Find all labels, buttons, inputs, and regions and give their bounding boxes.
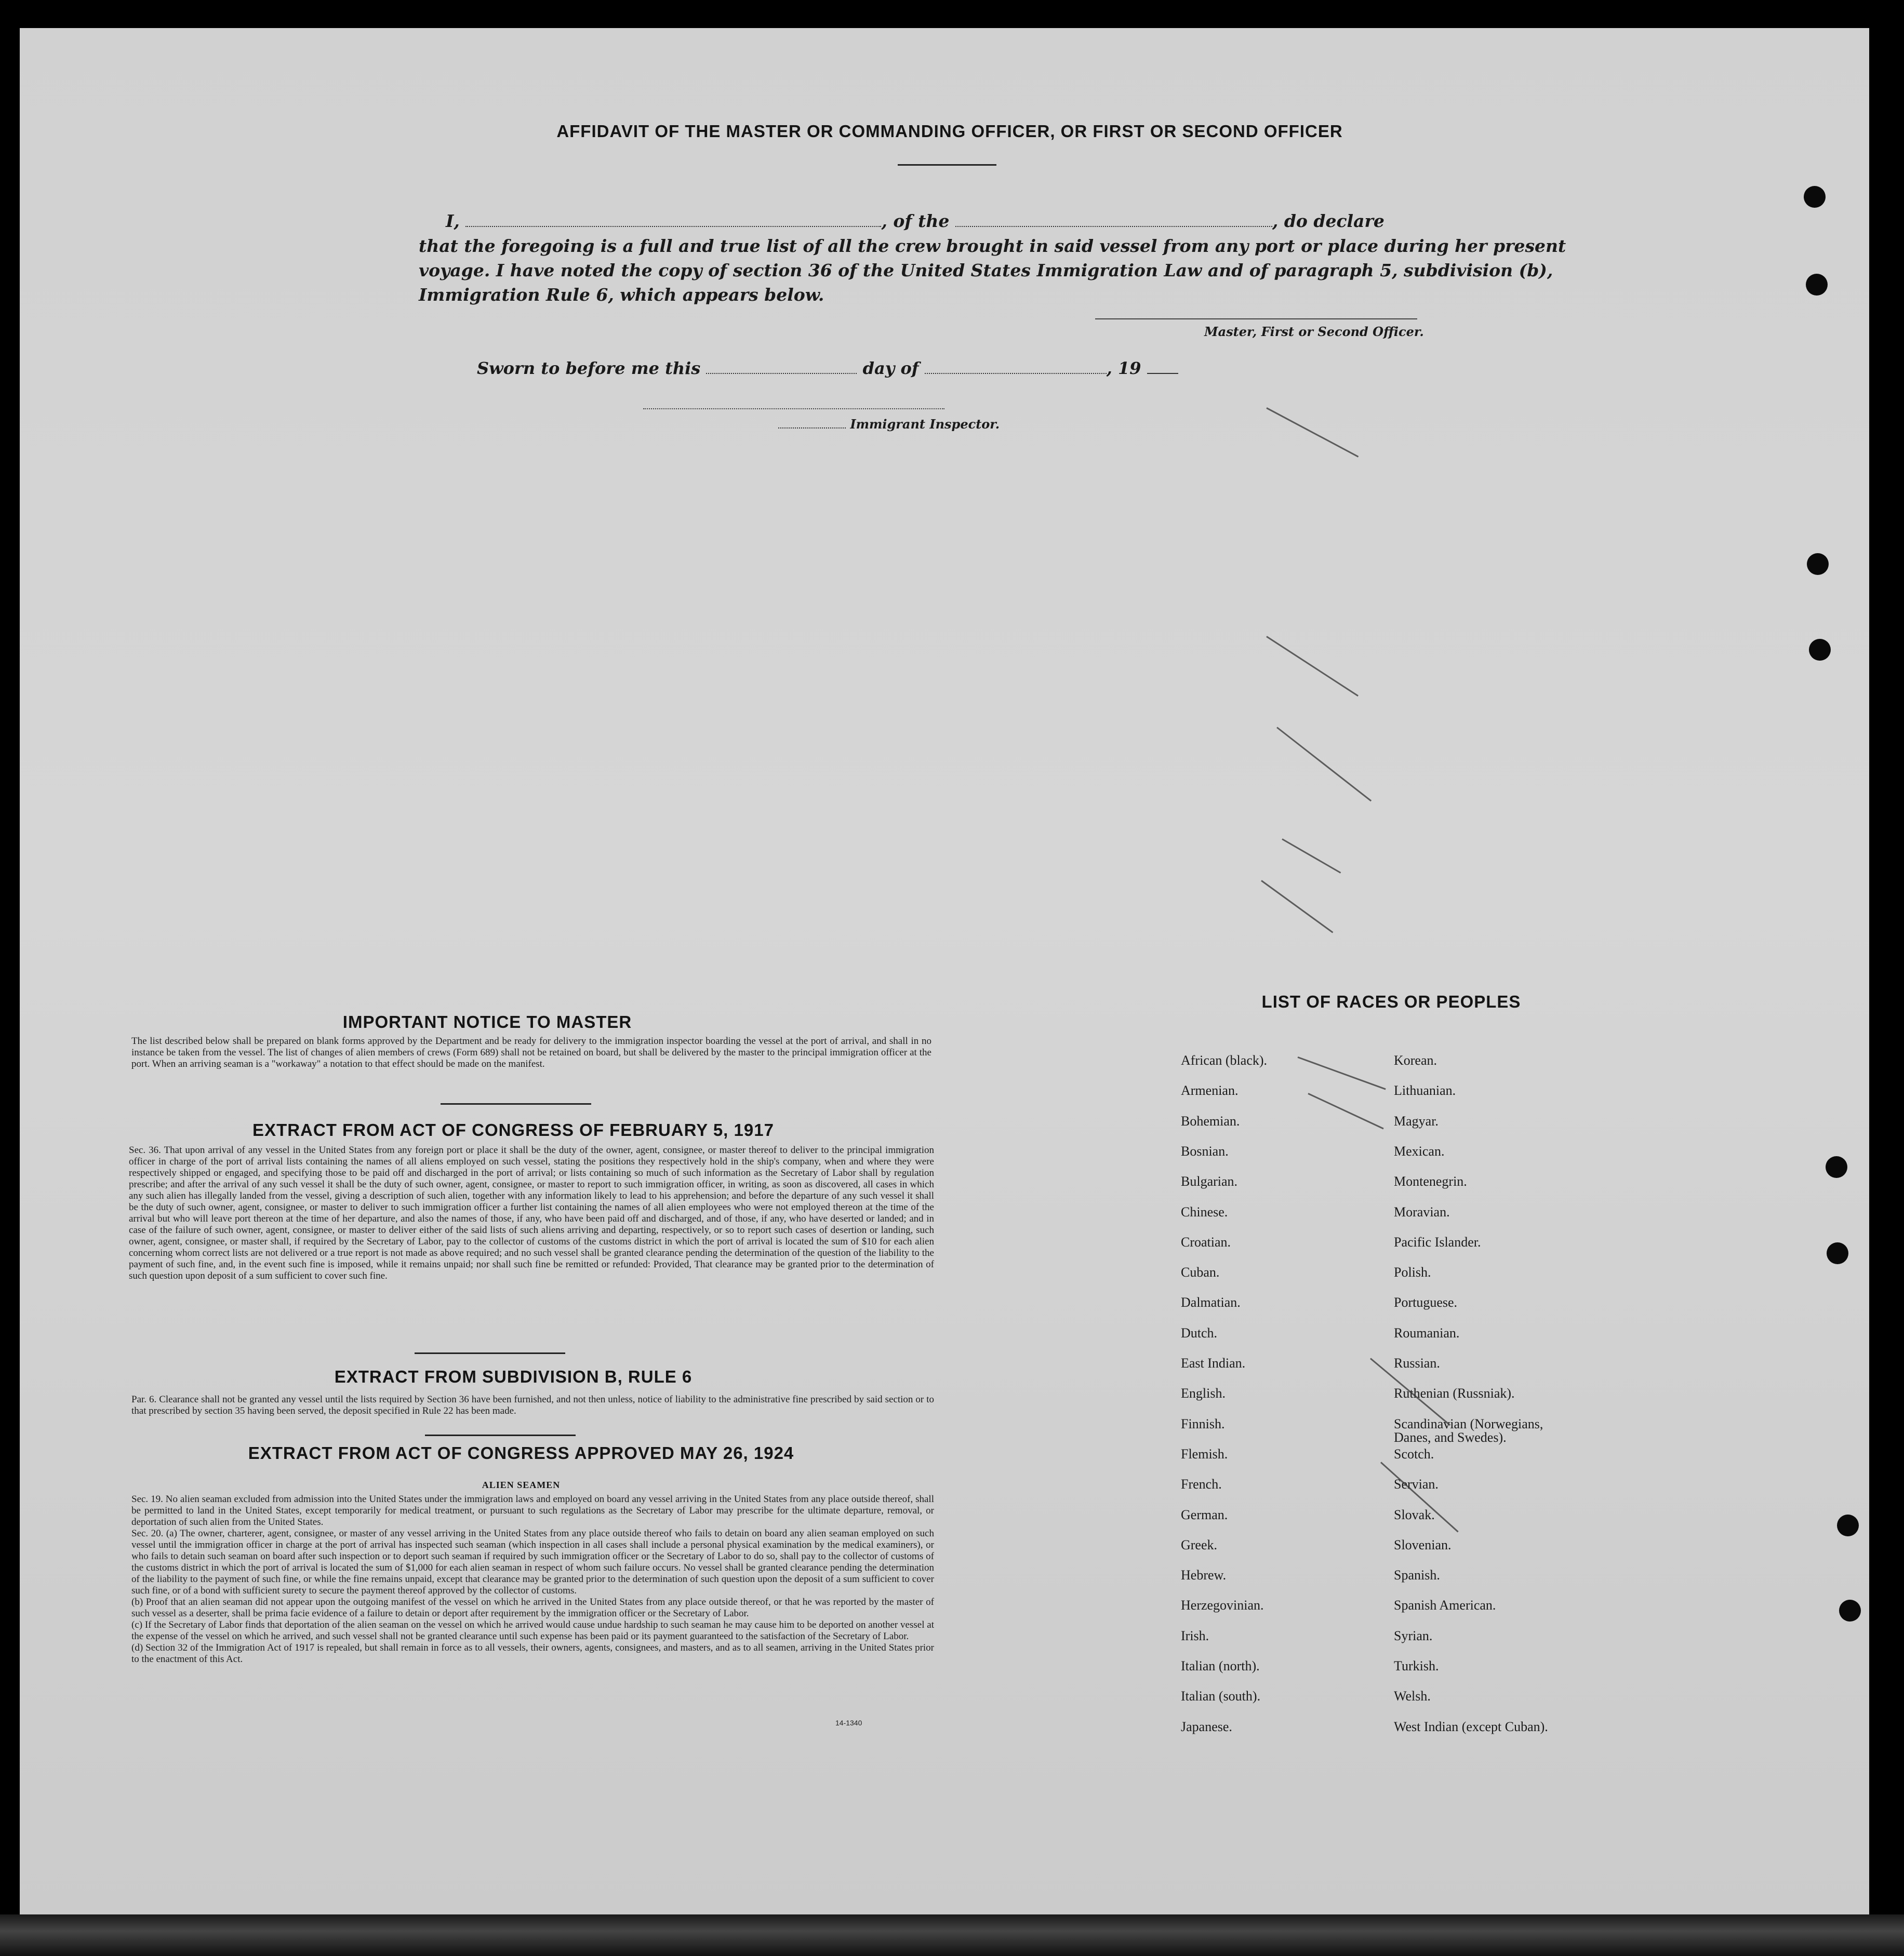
race-item: Dalmatian. xyxy=(1181,1295,1241,1310)
sworn-line xyxy=(477,358,1178,378)
extract-1917-body: Sec. 36. That upon arrival of any vessel in the United States from any foreign port or place it shall be the duty of the owner, agent, consignee, or master thereof to deliver to the principal immigration officer in charge of the port of arrival lists containing the names of all aliens employed on such vessel, stating the positions they respectively hold in the ship's company, when and where they were respectively shipped or engaged, and specifying those to be paid off and discharged in the port of arrival; or lists containing so much of such information as the Secretary of Labor shall by regulation prescribe; and after the arrival of any such vessel it shall be the duty of such owner, agent, consignee, or master to report to such immigration officer, in writing, as soon as discovered, all cases in which any such alien has illegally landed from the vessel, giving a description of such alien, together with any information likely to lead to his apprehension; and before the departure of any such vessel it shall be the duty of such owner, agent, consignee, or master to deliver to such immigration officer a further list containing the names of all alien employees who were not employed thereon at the time of the arrival but who will leave port thereon at the time of her departure, and also the names of those, if any, who have been paid off and discharged, and of those, if any, who have deserted or landed; and in case of the failure of such owner, agent, consignee, or master to deliver either of the said lists of such aliens arriving and departing, respectively, or so to report such cases of desertion or landing, such owner, agent, consignee, or master shall, if required by the Secretary of Labor, pay to the collector of customs of the customs district in which the port of arrival is located the sum of $10 for each alien concerning whom correct lists are not delivered or a true report is not made as above required; and no such vessel shall be granted clearance pending the determination of the question of the liability to the payment of such fine, and, in the event such fine is imposed, while it remains unpaid; nor shall such fine be remitted or refunded: Provided, That clearance may be granted prior to the determination of such question upon deposit of a sum sufficient to cover such fine. xyxy=(129,1145,934,1281)
title-underline xyxy=(898,164,996,166)
sec-19-paragraph: Sec. 19. No alien seaman excluded from admission into the United States under the immigration laws and employed on board any vessel arriving in the United States from any place outside thereof, shall be permitted to land in the United States, except temporarily for medical treatment, or pursuant to such regulations as the Secretary of Labor may prescribe for the ultimate departure, removal, or deportation of such alien from the United States. xyxy=(131,1494,934,1528)
master-signature-caption: Master, First or Second Officer. xyxy=(1204,324,1424,339)
notice-title: IMPORTANT NOTICE TO MASTER xyxy=(342,1012,632,1031)
race-item: Hebrew. xyxy=(1181,1568,1227,1583)
punch-hole xyxy=(1806,274,1828,296)
inspector-dots xyxy=(778,427,846,428)
notice-body: The list described below shall be prepared on blank forms approved by the Department and be ready for delivery to the immigration inspector boarding the vessel at the port of arrival, and shall in no instance be taken from the vessel. The list of changes of alien members of crews (Form 689) shall not be retained on board, but shall be delivered by the master to the principal immigration officer at the port. When an arriving seaman is a "workaway" a notation to that effect should be made on the manifest. xyxy=(131,1036,931,1069)
vessel-name-field[interactable] xyxy=(955,226,1272,227)
race-item: Japanese. xyxy=(1181,1719,1232,1734)
sec-20c-paragraph: (c) If the Secretary of Labor finds that deportation of the alien seaman on the vessel on which he arrived would cause undue hardship to such seaman he may cause him to be deported on another vessel at the expense of the vessel on which he arrived, and such vessel shall not be granted clearance until such expense has been paid or its payment guaranteed to the satisfaction of the Secretary of Labor. xyxy=(131,1619,934,1642)
race-item: Welsh. xyxy=(1394,1689,1431,1704)
race-item: Russian. xyxy=(1394,1356,1440,1371)
check-mark xyxy=(1266,407,1359,458)
races-title: LIST OF RACES OR PEOPLES xyxy=(1261,992,1521,1011)
race-item: Bohemian. xyxy=(1181,1113,1240,1129)
punch-hole xyxy=(1809,639,1831,661)
sec-20a-paragraph: Sec. 20. (a) The owner, charterer, agent, consignee, or master of any vessel arriving in the United States from any place outside thereof who fails to detain on board any alien seaman employed on such vessel until the immigration officer in charge at the port of arrival has inspected such seaman (which inspection in all cases shall include a personal physical examination by the medical examiners), or who fails to detain such seaman on board after such inspection or to deport such seaman if required by such immigration officer or the Secretary of Labor to do so, shall pay to the collector of customs of the customs district in which the port of arrival is located the sum of $1,000 for each alien seaman in respect of whom such failure occurs. No vessel shall be granted clearance pending the determination of the liability to the payment of such fine, or while the fine remains unpaid, except that clearance may be granted prior to the determination of such question upon the deposit of a sum sufficient to cover such fine, or of a bond with sufficient surety to secure the payment thereof approved by the collector of customs. xyxy=(131,1528,934,1596)
race-item: West Indian (except Cuban). xyxy=(1394,1719,1548,1734)
race-item: Korean. xyxy=(1394,1053,1437,1068)
officer-name-field[interactable] xyxy=(465,226,881,227)
race-item: Servian. xyxy=(1394,1477,1439,1492)
form-sheet xyxy=(20,28,1869,1919)
race-item: Greek. xyxy=(1181,1537,1218,1552)
of-the-label: , of the xyxy=(881,211,950,231)
race-item: Syrian. xyxy=(1394,1628,1433,1643)
inspector-caption: Immigrant Inspector. xyxy=(850,417,1000,432)
affidavit-title: AFFIDAVIT OF THE MASTER OR COMMANDING OFFICER, OR FIRST OR SECOND OFFICER xyxy=(556,122,1343,141)
punch-hole xyxy=(1826,1156,1847,1178)
inspector-caption-row xyxy=(778,417,1000,432)
race-item: Pacific Islander. xyxy=(1394,1234,1481,1250)
sec-20b-paragraph: (b) Proof that an alien seaman did not appear upon the outgoing manifest of the vessel on which he arrived in the United States from any place outside thereof, or that he was reported by the master of such vessel as a deserter, shall be prima facie evidence of a failure to detain or deport after requirement by the immigration officer or the Secretary of Labor. xyxy=(131,1597,934,1619)
race-item: East Indian. xyxy=(1181,1356,1246,1371)
race-item: Moravian. xyxy=(1394,1204,1450,1220)
inspector-signature-line[interactable] xyxy=(643,408,944,409)
sworn-year-label: , 19 xyxy=(1106,358,1141,378)
race-item: French. xyxy=(1181,1477,1222,1492)
extract-1917-title: EXTRACT FROM ACT OF CONGRESS OF FEBRUARY 5, 1917 xyxy=(252,1120,774,1140)
check-mark xyxy=(1297,1056,1386,1090)
affidavit-body-line-4: Immigration Rule 6, which appears below. xyxy=(419,285,824,305)
race-item: African (black). xyxy=(1181,1053,1268,1068)
punch-hole xyxy=(1827,1242,1848,1264)
punch-hole xyxy=(1804,186,1826,208)
race-item: Italian (north). xyxy=(1181,1658,1260,1673)
race-item: Polish. xyxy=(1394,1265,1431,1280)
punch-hole xyxy=(1807,553,1829,575)
scan-edge xyxy=(0,1914,1904,1956)
affidavit-body-line-3: voyage. I have noted the copy of section 36 of the United States Immigration Law and of paragraph 5, subdivision (b), xyxy=(419,260,1553,280)
race-item: Armenian. xyxy=(1181,1083,1239,1098)
race-item: Slovenian. xyxy=(1394,1537,1452,1552)
sworn-prefix: Sworn to before me this xyxy=(477,358,701,378)
affidavit-body-line-2: that the foregoing is a full and true list of all the crew brought in said vessel from any port or place during her present xyxy=(419,236,1566,256)
race-item: Spanish. xyxy=(1394,1568,1440,1583)
check-mark xyxy=(1282,838,1341,874)
race-item: Chinese. xyxy=(1181,1204,1228,1220)
do-declare-label: , do declare xyxy=(1272,211,1384,231)
extract-1917-divider xyxy=(415,1352,565,1354)
sworn-month-field[interactable] xyxy=(925,373,1107,374)
form-number: 14-1340 xyxy=(835,1719,862,1727)
check-mark xyxy=(1266,636,1359,696)
sworn-year-field[interactable] xyxy=(1147,373,1178,374)
race-item: Mexican. xyxy=(1394,1143,1445,1159)
punch-hole xyxy=(1837,1515,1859,1536)
race-item: Herzegovinian. xyxy=(1181,1598,1264,1613)
sworn-day-field[interactable] xyxy=(706,373,857,374)
race-item: English. xyxy=(1181,1386,1226,1401)
extract-1924-title: EXTRACT FROM ACT OF CONGRESS APPROVED MAY 26, 1924 xyxy=(248,1443,794,1463)
sec-20d-paragraph: (d) Section 32 of the Immigration Act of 1917 is repealed, but shall remain in force as to all vessels, their owners, agents, consignees, and masters, and as to all seamen, arriving in the United States prior to the enactment of this Act. xyxy=(131,1642,934,1665)
race-item: Italian (south). xyxy=(1181,1689,1261,1704)
master-signature-line[interactable] xyxy=(1095,318,1417,319)
race-item: German. xyxy=(1181,1507,1228,1522)
punch-hole xyxy=(1839,1600,1861,1622)
alien-seamen-subtitle: ALIEN SEAMEN xyxy=(482,1480,561,1490)
race-item: Roumanian. xyxy=(1394,1325,1460,1341)
check-mark xyxy=(1308,1093,1383,1129)
notice-divider xyxy=(441,1103,591,1105)
race-item: Montenegrin. xyxy=(1394,1174,1467,1189)
race-item: Bosnian. xyxy=(1181,1143,1229,1159)
race-item: Croatian. xyxy=(1181,1234,1231,1250)
affidavit-line-1 xyxy=(446,211,1485,231)
rule6-body: Par. 6. Clearance shall not be granted any vessel until the lists required by Section 36 have been furnished, and not then unless, notice of liability to the administrative fine prescribed by said section or to that prescribed by section 35 having been served, the deposit specified in Rule 22 has been made. xyxy=(131,1394,934,1416)
race-item: Scandinavian (Norwegians, Danes, and Swedes). xyxy=(1394,1416,1543,1445)
race-item: Scotch. xyxy=(1394,1446,1434,1462)
race-item: Cuban. xyxy=(1181,1265,1220,1280)
race-item: Slovak. xyxy=(1394,1507,1435,1522)
check-mark xyxy=(1276,727,1372,801)
check-mark xyxy=(1261,880,1333,933)
extract-1924-body xyxy=(131,1494,934,1665)
rule6-title: EXTRACT FROM SUBDIVISION B, RULE 6 xyxy=(334,1367,693,1386)
race-item: Portuguese. xyxy=(1394,1295,1458,1310)
race-item: Ruthenian (Russniak). xyxy=(1394,1386,1515,1401)
race-item: Dutch. xyxy=(1181,1325,1218,1341)
race-item: Spanish American. xyxy=(1394,1598,1496,1613)
rule6-divider xyxy=(425,1435,576,1436)
race-item: Magyar. xyxy=(1394,1113,1439,1129)
race-item: Bulgarian. xyxy=(1181,1174,1238,1189)
race-item: Flemish. xyxy=(1181,1446,1228,1462)
affidavit-i-label: I, xyxy=(446,211,460,231)
sworn-day-of-label: day of xyxy=(862,358,919,378)
race-item: Lithuanian. xyxy=(1394,1083,1456,1098)
race-item: Turkish. xyxy=(1394,1658,1439,1673)
race-item: Finnish. xyxy=(1181,1416,1225,1431)
race-item: Irish. xyxy=(1181,1628,1209,1643)
